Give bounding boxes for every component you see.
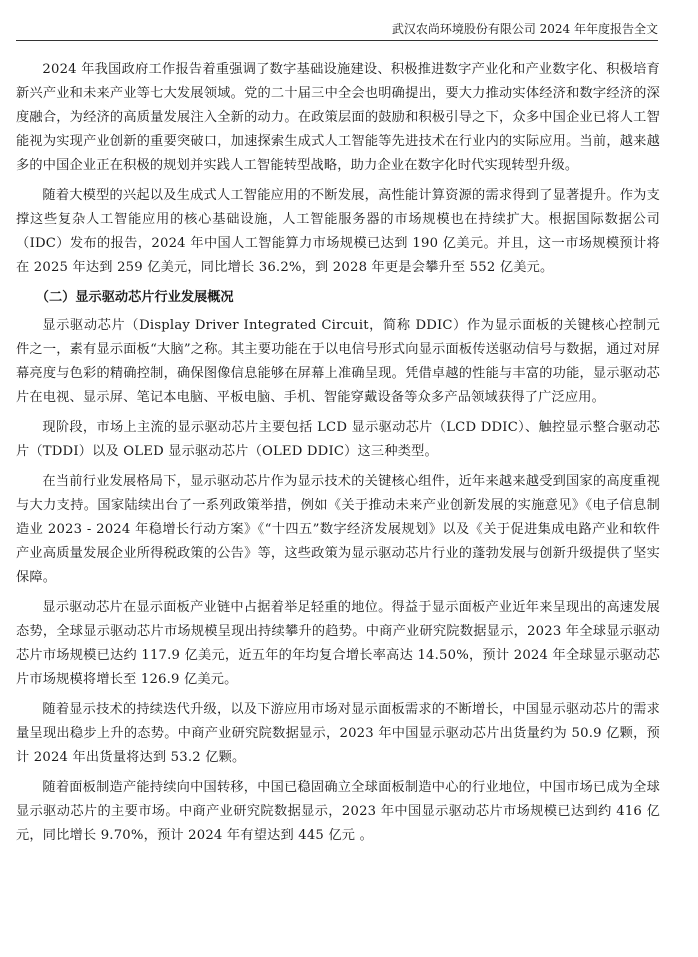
paragraph-global-market: 显示驱动芯片在显示面板产业链中占据着举足轻重的地位。得益于显示面板产业近年来呈现出的高速发展态势，全球显示驱动芯片市场规模呈现出持续攀升的趋势。中商产业研究院数据显示，2023 年全球显示驱动芯片市场规模已达约 117.9 亿美元，近五年的年均复合增长率高达 14.50%，预计 2024 年全球显示驱动芯片市场规模将增长至 126.9 亿美元。 — [16, 600, 660, 687]
paragraph-policy-support: 在当前行业发展格局下，显示驱动芯片作为显示技术的关键核心组件，近年来越来越受到国家的高度重视与大力支持。国家陆续出台了一系列政策举措，例如《关于推动未来产业创新发展的实施意见》《电子信息制造业 2023 - 2024 年稳增长行动方案》《“十四五”数字经济发展规划》以及《关于促进集成电路产业和软件产业高质量发展企业所得税政策的公告》等，这些政策为显示驱动芯片行业的蓬勃发展与创新升级提供了坚实保障。 — [16, 474, 660, 585]
document-body — [16, 58, 660, 854]
paragraph-ai-compute: 随着大模型的兴起以及生成式人工智能应用的不断发展，高性能计算资源的需求得到了显著提升。作为支撑这些复杂人工智能应用的核心基础设施，人工智能服务器的市场规模也在持续扩大。根据国际数据公司（IDC）发布的报告，2024 年中国人工智能算力市场规模已达到 190 亿美元。并且，这一市场规模预计将在 2025 年达到 259 亿美元，同比增长 36.2%，到 2028 年更是会攀升至 552 亿美元。 — [16, 188, 660, 275]
paragraph-china-shipments: 随着显示技术的持续迭代升级，以及下游应用市场对显示面板需求的不断增长，中国显示驱动芯片的需求量呈现出稳步上升的态势。中商产业研究院数据显示，2023 年中国显示驱动芯片出货量约为 50.9 亿颗，预计 2024 年出货量将达到 53.2 亿颗。 — [16, 702, 660, 765]
page-header — [16, 14, 658, 41]
paragraph-china-market: 随着面板制造产能持续向中国转移，中国已稳固确立全球面板制造中心的行业地位，中国市场已成为全球显示驱动芯片的主要市场。中商产业研究院数据显示，2023 年中国显示驱动芯片市场规模已达到约 416 亿元，同比增长 9.70%，预计 2024 年有望达到 445 亿元 。 — [16, 780, 660, 843]
paragraph-digital-economy: 2024 年我国政府工作报告着重强调了数字基础设施建设、积极推进数字产业化和产业数字化、积极培育新兴产业和未来产业等七大发展领域。党的二十届三中全会也明确提出，要大力推动实体经济和数字经济的深度融合，为经济的高质量发展注入全新的动力。在政策层面的鼓励和积极引导之下，众多中国企业已将人工智能视为实现产业创新的重要突破口，加速探索生成式人工智能等先进技术在行业内的实际应用。当前，越来越多的中国企业正在积极的规划并实践人工智能转型战略，助力企业在数字化时代实现转型升级。 — [16, 62, 660, 173]
paragraph-ddic-types: 现阶段，市场上主流的显示驱动芯片主要包括 LCD 显示驱动芯片（LCD DDIC）、触控显示整合驱动芯片（TDDI）以及 OLED 显示驱动芯片（OLED DDIC）这三种类型。 — [16, 420, 660, 459]
report-title: 武汉农尚环境股份有限公司 2024 年年度报告全文 — [391, 22, 658, 36]
section-heading: （二）显示驱动芯片行业发展概况 — [35, 290, 234, 305]
paragraph-ddic-definition: 显示驱动芯片（Display Driver Integrated Circuit，简称 DDIC）作为显示面板的关键核心控制元件之一，素有显示面板“大脑”之称。其主要功能在于以电信号形式向显示面板传送驱动信号与数据，通过对屏幕亮度与色彩的精确控制，确保图像信息能够在屏幕上准确呈现。凭借卓越的性能与丰富的功能，显示驱动芯片在电视、显示屏、笔记本电脑、平板电脑、手机、智能穿戴设备等众多产品领域获得了广泛应用。 — [16, 318, 660, 405]
